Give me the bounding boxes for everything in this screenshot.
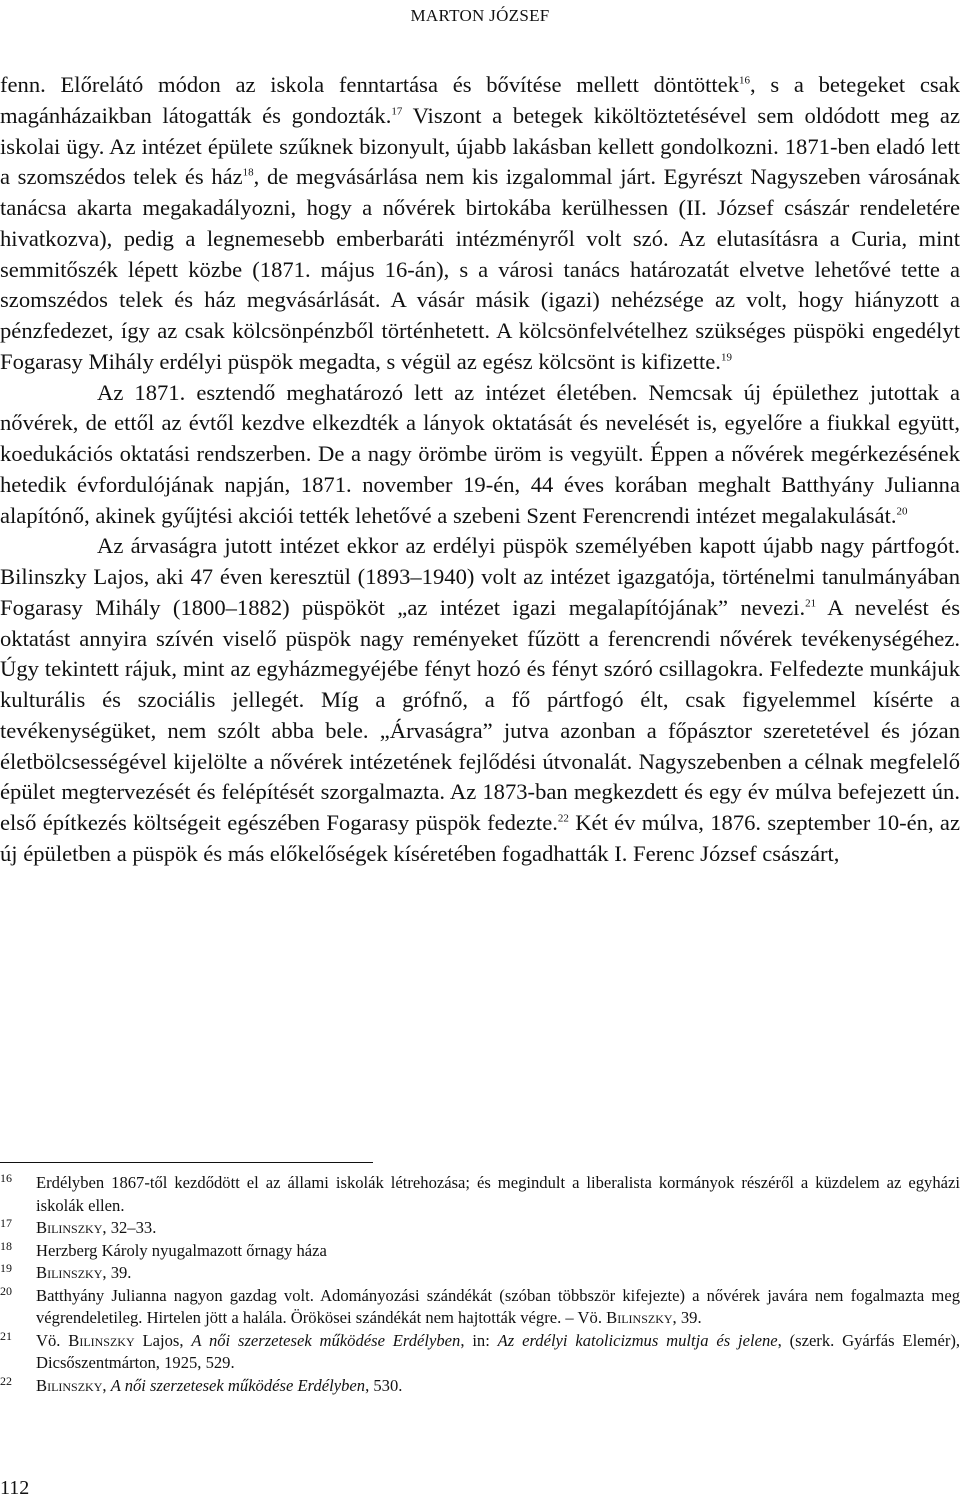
footnote-separator [0,1162,373,1163]
footnotes [0,1172,960,1397]
text-run: Vö. [36,1330,69,1350]
footnote [0,1375,960,1398]
italic-title: A női szerzetesek működése Erdélyben [110,1375,366,1395]
footnote-number: 21 [0,1328,12,1343]
text-run: Herzberg Károly nyugalmazott őrnagy háza [36,1240,327,1260]
italic-title: Az erdélyi katolicizmus multja és jelene [497,1330,778,1350]
paragraph [0,531,960,869]
author-name: Bilinszky [36,1218,103,1237]
text-run: , s a betegeket csak magánházaikban látogatták és gondozták. [0,72,960,128]
text-run: Két év múlva, 1876. szeptember 10-én, az új épületben a püspök és más előkelőségek kíséretében fogadhatták I. Ferenc József császárt, [0,810,960,866]
footnote-reference: 21 [805,597,817,610]
paragraph [0,70,960,378]
footnote-number: 22 [0,1373,12,1388]
page-number: 112 [0,1477,30,1499]
footnote-number: 19 [0,1261,12,1275]
footnote-number: 20 [0,1283,12,1298]
text-run: Batthyány Julianna nagyon gazdag volt. Adományozási szándékát (szóban többször kifejezte) a nővérek javára nem fogalmazta meg végrendeletileg. Hirtelen jött a halála. Örökösei szándékát nem hajtották végre. – Vö. [36,1285,960,1327]
text-run: , (szerk. Gyárfás Elemér), Dicsőszentmárton, 1925, 529. [36,1330,960,1372]
footnote [0,1262,960,1285]
footnote-text [36,1286,960,1328]
paragraph [0,378,960,532]
footnote-text [36,1218,156,1237]
italic-title: A női szerzetesek működése Erdélyben [191,1330,461,1350]
author-name: Bilinszky [36,1263,103,1282]
footnote [0,1240,960,1263]
author-name: Bilinszky [36,1375,103,1395]
text-run: Az 1871. esztendő meghatározó lett az intézet életében. Nemcsak új épülethez jutottak a nővérek, de ettől az évtől kezdve elkezdték a lányok oktatását és nevelését is, egyelőre a fiukkal együtt, koedukációs oktatási rendszerben. De a nagy örömbe üröm is vegyült. Éppen a nővérek megérkezésének hetedik évfordulójának napján, 1871. november 19-én, 44 éves korában meghalt Batthyány Julianna alapítónő, akinek gyűjtési akciói tették lehetővé a szebeni Szent Ferencrendi intézet megalakulását. [0,379,960,528]
footnote-number: 16 [0,1171,12,1185]
text-run: , de megvásárlása nem kis izgalommal járt. Egyrészt Nagyszeben városának tanácsa akarta megakadályozni, hogy a nővérek birtokába kerülhessen (II. József császár rendeletére hivatkozva), pedig a legnemesebb emberbaráti intézményről volt szó. Az elutasításra a Curia, mint semmitőszék lépett közbe (1871. május 16-án), s a városi tanács határozatát elvetve lehetővé tette a szomszédos telek és ház megvásárlását. A vásár másik (igazi) nehézsége az volt, hogy hiányzott a pénzfedezet, így az csak kölcsönpénzből történhetett. A kölcsönfelvételhez szükséges püspöki engedélyt Fogarasy Mihály erdélyi püspök megadta, s végül az egész kölcsönt is kifizette. [0,164,960,374]
text-run: A nevelést és oktatást annyira szívén viselő püspök nagy reményeket fűzött a ferencrendi nővérek tevékenységéhez. Úgy tekintett rájuk, mint az egyházmegyéjébe fényt hozó és fényt szóró csillagokra. Felfedezte munkájuk kulturális és szociális jellegét. Míg a grófnő, a fő pártfogó élt, csak figyelemmel kísérte a tevékenységüket, nem szólt abba bele. „Árvaságra” jutva azonban a főpásztor szeretetével és józan életbölcsességével kijelölte a nővérek intézetének fejlődési útvonalát. Nagyszebenben a célnak megfelelő épület megtervezését és felépítését szorgalmazta. Az 1873-ban megkezdett és egy év múlva befejezett ún. első építkezés költségeit egészében Fogarasy püspök fedezte. [0,594,960,835]
text-run: , 39. [672,1308,702,1327]
footnote-text [36,1173,960,1215]
footnote-reference: 19 [720,351,732,364]
footnote-number: 17 [0,1216,12,1230]
footnote-reference: 22 [557,812,569,825]
text-run: , in: [460,1330,498,1350]
text-run: Az árvaságra jutott intézet ekkor az erdélyi püspök személyében kapott újabb nagy pártfogót. Bilinszky Lajos, aki 47 éven keresztül (1893–1940) volt az intézet igazgatója, történelmi tanulmányában Fogarasy Mihály (1800–1882) püspököt „az intézet igazi megalapítójának” nevezi. [0,533,960,620]
text-run: , [102,1375,111,1395]
footnote [0,1330,960,1375]
text-run: Erdélyben 1867-től kezdődött el az állami iskolák létrehozása; és megindult a liberalista kormányok részéről a küzdelem az egyházi iskolák ellen. [36,1173,960,1215]
footnote-reference: 16 [739,74,751,87]
author-name: Bilinszky [68,1330,135,1350]
footnote-text [36,1331,960,1373]
text-run: , 39. [102,1263,132,1282]
footnote-text [36,1241,327,1260]
running-header: MARTON JÓZSEF [410,6,550,25]
footnote-reference: 20 [896,504,908,517]
footnote-reference: 17 [391,105,403,118]
footnote-reference: 18 [242,166,254,179]
text-run: fenn. Előrelátó módon az iskola fenntartása és bővítése mellett döntöttek [0,72,740,97]
footnote [0,1172,960,1217]
author-name: Bilinszky [606,1308,673,1327]
text-run: , 530. [365,1375,403,1395]
text-run: Viszont a betegek kiköltöztetésével sem oldódott meg az iskolai ügy. Az intézet épülete szűknek bizonyult, újabb lakásban kellett gondolkozni. 1871-ben eladó lett a szomszédos telek és ház [0,102,960,190]
text-run: , 32–33. [102,1218,157,1237]
footnote [0,1217,960,1240]
body-text [0,70,960,870]
text-run: Lajos, [134,1330,192,1350]
footnote [0,1285,960,1330]
footnote-text [36,1263,131,1282]
footnote-text [36,1376,402,1395]
footnote-number: 18 [0,1238,12,1253]
